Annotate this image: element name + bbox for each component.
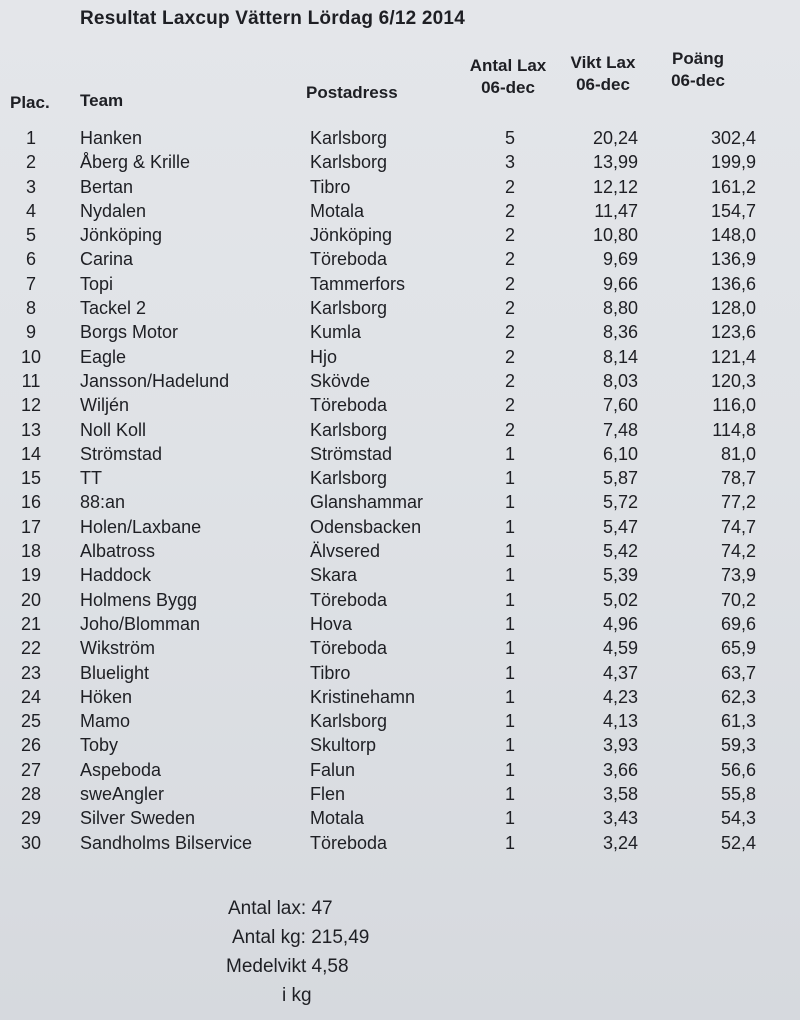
cell-vikt-lax: 3,43: [602, 808, 638, 829]
cell-poang: 116,0: [712, 395, 756, 416]
header-vikt-lax: [558, 52, 648, 96]
cell-vikt-lax: 9,69: [602, 249, 638, 270]
cell-team: Toby: [80, 735, 119, 756]
cell-postadress: Karlsborg: [310, 419, 388, 440]
table-row: [0, 345, 800, 369]
header-plac: Plac.: [10, 93, 50, 112]
table-row: [0, 782, 800, 806]
table-row: [0, 563, 800, 587]
cell-antal-lax: 2: [504, 346, 515, 367]
cell-postadress: Hjo: [310, 346, 338, 367]
cell-team: Jönköping: [80, 225, 163, 246]
cell-poang: 120,3: [710, 370, 756, 391]
cell-team: Eagle: [80, 346, 127, 367]
cell-plac: 7: [25, 273, 36, 294]
cell-poang: 199,9: [710, 152, 756, 173]
cell-poang: 65,9: [720, 638, 756, 659]
cell-antal-lax: 1: [504, 662, 515, 683]
cell-postadress: Jönköping: [310, 225, 393, 246]
cell-poang: 121,4: [710, 346, 756, 367]
header-postadress: Postadress: [306, 83, 398, 102]
summary-medelvikt-unit: i kg: [282, 985, 312, 1006]
summary-block: [220, 894, 369, 1010]
summary-medelvikt: [220, 952, 369, 981]
cell-vikt-lax: 7,48: [602, 419, 638, 440]
cell-plac: 13: [20, 419, 42, 440]
cell-antal-lax: 1: [504, 589, 515, 610]
cell-antal-lax: 5: [504, 128, 515, 148]
cell-postadress: Skara: [310, 565, 358, 586]
cell-team: Borgs Motor: [80, 322, 179, 343]
cell-vikt-lax: 5,39: [602, 565, 638, 586]
table-row: [0, 539, 800, 563]
cell-poang: 74,7: [720, 516, 756, 537]
cell-team: Sandholms Bilservice: [80, 832, 253, 853]
header-antal-lax: [458, 55, 558, 99]
cell-antal-lax: 1: [504, 516, 515, 537]
cell-poang: 77,2: [720, 492, 756, 513]
summary-medelvikt-value: 4,58: [311, 956, 349, 977]
document-title: Resultat Laxcup Vättern Lördag 6/12 2014: [80, 8, 465, 29]
cell-poang: 148,0: [710, 225, 756, 246]
cell-team: Silver Sweden: [80, 808, 196, 829]
cell-plac: 20: [20, 589, 42, 610]
cell-plac: 30: [20, 832, 42, 853]
cell-team: Bertan: [80, 176, 134, 197]
cell-vikt-lax: 5,42: [602, 541, 638, 562]
cell-postadress: Tibro: [310, 662, 351, 683]
cell-team: Wiljén: [80, 395, 130, 416]
cell-antal-lax: 1: [504, 565, 515, 586]
cell-poang: 63,7: [720, 662, 756, 683]
cell-plac: 18: [20, 541, 42, 562]
cell-postadress: Karlsborg: [310, 152, 388, 173]
cell-poang: 62,3: [720, 686, 756, 707]
cell-postadress: Motala: [310, 808, 365, 829]
table-row: [0, 661, 800, 685]
summary-antal-lax: [220, 894, 369, 923]
cell-antal-lax: 2: [504, 298, 515, 319]
cell-team: 88:an: [80, 492, 126, 513]
cell-plac: 29: [20, 808, 42, 829]
cell-antal-lax: 1: [504, 808, 515, 829]
cell-postadress: Tibro: [310, 176, 351, 197]
cell-postadress: Tammerfors: [310, 273, 406, 294]
cell-plac: 4: [25, 200, 36, 221]
cell-postadress: Töreboda: [310, 832, 388, 853]
cell-plac: 9: [25, 322, 36, 343]
cell-poang: 128,0: [710, 298, 756, 319]
cell-postadress: Kristinehamn: [310, 686, 416, 707]
cell-plac: 11: [21, 370, 41, 391]
cell-antal-lax: 2: [504, 249, 515, 270]
cell-antal-lax: 2: [504, 273, 515, 294]
cell-vikt-lax: 10,80: [592, 225, 638, 246]
cell-antal-lax: 2: [504, 370, 515, 391]
cell-team: sweAngler: [80, 784, 165, 805]
cell-postadress: Töreboda: [310, 395, 388, 416]
table-row: [0, 369, 800, 393]
cell-team: Holen/Laxbane: [80, 516, 202, 537]
cell-antal-lax: 2: [504, 200, 515, 221]
table-row: [0, 758, 800, 782]
cell-poang: 78,7: [720, 468, 756, 489]
cell-postadress: Kumla: [310, 322, 362, 343]
summary-antal-lax-value: 47: [311, 898, 333, 919]
summary-antal-kg-label: Antal kg:: [232, 927, 306, 948]
cell-team: Wikström: [80, 638, 155, 659]
cell-poang: 302,4: [710, 128, 756, 148]
cell-antal-lax: 1: [504, 541, 515, 562]
cell-vikt-lax: 4,23: [602, 686, 638, 707]
cell-poang: 69,6: [720, 613, 756, 634]
cell-plac: 10: [20, 346, 42, 367]
cell-poang: 52,4: [720, 832, 756, 853]
cell-antal-lax: 1: [504, 686, 515, 707]
header-team: Team: [80, 91, 124, 110]
cell-plac: 26: [20, 735, 42, 756]
cell-team: Jansson/Hadelund: [80, 370, 230, 391]
table-row: [0, 831, 800, 855]
cell-vikt-lax: 20,24: [592, 128, 638, 148]
summary-antal-lax-label: Antal lax:: [228, 898, 307, 919]
summary-medelvikt-label: Medelvikt: [226, 956, 307, 977]
cell-vikt-lax: 3,66: [602, 759, 638, 780]
cell-vikt-lax: 8,36: [602, 322, 638, 343]
cell-vikt-lax: 5,87: [602, 468, 638, 489]
cell-plac: 23: [20, 662, 42, 683]
cell-team: Hanken: [80, 128, 143, 148]
cell-plac: 14: [20, 443, 42, 464]
cell-team: Aspeboda: [80, 759, 162, 780]
table-row: [0, 418, 800, 442]
cell-postadress: Odensbacken: [310, 516, 422, 537]
results-table: [0, 126, 800, 855]
cell-antal-lax: 1: [504, 832, 515, 853]
table-row: [0, 296, 800, 320]
cell-postadress: Töreboda: [310, 249, 388, 270]
cell-vikt-lax: 3,24: [602, 832, 638, 853]
cell-plac: 12: [20, 395, 42, 416]
table-row: [0, 685, 800, 709]
cell-poang: 74,2: [720, 541, 756, 562]
cell-team: Tackel 2: [80, 298, 147, 319]
cell-vikt-lax: 13,99: [592, 152, 638, 173]
cell-antal-lax: 1: [504, 784, 515, 805]
cell-vikt-lax: 4,13: [602, 711, 638, 732]
cell-vikt-lax: 11,47: [594, 200, 638, 221]
cell-plac: 28: [20, 784, 42, 805]
cell-postadress: Karlsborg: [310, 468, 388, 489]
cell-antal-lax: 1: [504, 443, 515, 464]
cell-antal-lax: 3: [504, 152, 515, 173]
cell-antal-lax: 1: [504, 735, 515, 756]
cell-postadress: Töreboda: [310, 589, 388, 610]
table-row: [0, 223, 800, 247]
cell-poang: 114,8: [712, 419, 756, 440]
table-row: [0, 393, 800, 417]
cell-poang: 56,6: [720, 759, 756, 780]
cell-poang: 54,3: [720, 808, 756, 829]
table-row: [0, 126, 800, 150]
cell-plac: 17: [20, 516, 42, 537]
cell-team: Höken: [80, 686, 133, 707]
header-vikt-lax-line1: Vikt Lax: [570, 53, 636, 72]
cell-postadress: Älvsered: [310, 541, 381, 562]
cell-postadress: Skövde: [310, 370, 371, 391]
cell-vikt-lax: 3,93: [602, 735, 638, 756]
header-poang-line2: 06-dec: [671, 71, 725, 90]
table-row: [0, 612, 800, 636]
cell-team: Strömstad: [80, 443, 163, 464]
table-row: [0, 490, 800, 514]
cell-vikt-lax: 5,02: [602, 589, 638, 610]
cell-vikt-lax: 12,12: [592, 176, 638, 197]
cell-antal-lax: 1: [504, 492, 515, 513]
cell-vikt-lax: 3,58: [602, 784, 638, 805]
cell-postadress: Skultorp: [310, 735, 377, 756]
cell-plac: 27: [20, 759, 42, 780]
cell-team: TT: [80, 468, 102, 489]
cell-postadress: Töreboda: [310, 638, 388, 659]
table-row: [0, 175, 800, 199]
header-antal-lax-line1: Antal Lax: [469, 56, 547, 75]
cell-antal-lax: 2: [504, 419, 515, 440]
cell-poang: 81,0: [720, 443, 756, 464]
cell-plac: 19: [20, 565, 42, 586]
cell-poang: 73,9: [720, 565, 756, 586]
cell-antal-lax: 1: [504, 468, 515, 489]
cell-poang: 154,7: [710, 200, 756, 221]
cell-postadress: Karlsborg: [310, 298, 388, 319]
cell-antal-lax: 1: [504, 759, 515, 780]
cell-plac: 5: [25, 225, 36, 246]
cell-poang: 136,6: [710, 273, 756, 294]
cell-postadress: Strömstad: [310, 443, 393, 464]
table-row: [0, 515, 800, 539]
header-antal-lax-line2: 06-dec: [481, 78, 535, 97]
cell-antal-lax: 2: [504, 176, 515, 197]
cell-postadress: Karlsborg: [310, 711, 388, 732]
cell-team: Carina: [80, 249, 134, 270]
cell-vikt-lax: 4,96: [602, 613, 638, 634]
cell-plac: 25: [20, 711, 42, 732]
table-row: [0, 247, 800, 271]
cell-poang: 123,6: [710, 322, 756, 343]
cell-antal-lax: 1: [504, 711, 515, 732]
cell-plac: 3: [25, 176, 36, 197]
table-row: [0, 442, 800, 466]
cell-vikt-lax: 9,66: [602, 273, 638, 294]
cell-antal-lax: 1: [504, 613, 515, 634]
cell-team: Albatross: [80, 541, 156, 562]
table-row: [0, 466, 800, 490]
header-poang: [658, 48, 738, 92]
cell-poang: 59,3: [720, 735, 756, 756]
cell-postadress: Flen: [310, 784, 346, 805]
cell-team: Topi: [80, 273, 114, 294]
cell-poang: 61,3: [720, 711, 756, 732]
cell-team: Åberg & Krille: [80, 152, 191, 173]
cell-vikt-lax: 4,59: [602, 638, 638, 659]
cell-vikt-lax: 8,03: [602, 370, 638, 391]
cell-plac: 6: [25, 249, 36, 270]
header-vikt-lax-line2: 06-dec: [576, 75, 630, 94]
cell-postadress: Motala: [310, 200, 365, 221]
cell-plac: 15: [20, 468, 42, 489]
cell-vikt-lax: 4,37: [602, 662, 638, 683]
table-row: [0, 733, 800, 757]
cell-vikt-lax: 5,72: [602, 492, 638, 513]
cell-vikt-lax: 7,60: [602, 395, 638, 416]
table-row: [0, 199, 800, 223]
cell-team: Joho/Blomman: [80, 613, 201, 634]
cell-postadress: Glanshammar: [310, 492, 424, 513]
cell-plac: 24: [20, 686, 42, 707]
cell-antal-lax: 1: [504, 638, 515, 659]
cell-poang: 136,9: [710, 249, 756, 270]
summary-antal-kg: [220, 923, 369, 952]
cell-poang: 55,8: [720, 784, 756, 805]
cell-vikt-lax: 8,80: [602, 298, 638, 319]
cell-postadress: Karlsborg: [310, 128, 388, 148]
table-row: [0, 806, 800, 830]
table-row: [0, 588, 800, 612]
cell-team: Nydalen: [80, 200, 147, 221]
cell-plac: 16: [20, 492, 42, 513]
table-row: [0, 150, 800, 174]
cell-plac: 22: [20, 638, 42, 659]
cell-antal-lax: 2: [504, 225, 515, 246]
cell-vikt-lax: 5,47: [602, 516, 638, 537]
cell-team: Mamo: [80, 711, 131, 732]
cell-plac: 1: [25, 128, 36, 148]
table-row: [0, 272, 800, 296]
cell-poang: 161,2: [710, 176, 756, 197]
cell-team: Haddock: [80, 565, 152, 586]
cell-team: Holmens Bygg: [80, 589, 198, 610]
cell-team: Noll Koll: [80, 419, 147, 440]
cell-vikt-lax: 8,14: [602, 346, 638, 367]
cell-plac: 8: [25, 298, 36, 319]
table-row: [0, 320, 800, 344]
cell-plac: 2: [25, 152, 36, 173]
cell-antal-lax: 2: [504, 322, 515, 343]
cell-team: Bluelight: [80, 662, 150, 683]
table-row: [0, 636, 800, 660]
table-row: [0, 709, 800, 733]
summary-antal-kg-value: 215,49: [311, 927, 370, 948]
cell-poang: 70,2: [720, 589, 756, 610]
cell-postadress: Falun: [310, 759, 356, 780]
header-poang-line1: Poäng: [672, 49, 724, 68]
cell-postadress: Hova: [310, 613, 353, 634]
cell-antal-lax: 2: [504, 395, 515, 416]
cell-plac: 21: [20, 613, 42, 634]
cell-vikt-lax: 6,10: [602, 443, 638, 464]
